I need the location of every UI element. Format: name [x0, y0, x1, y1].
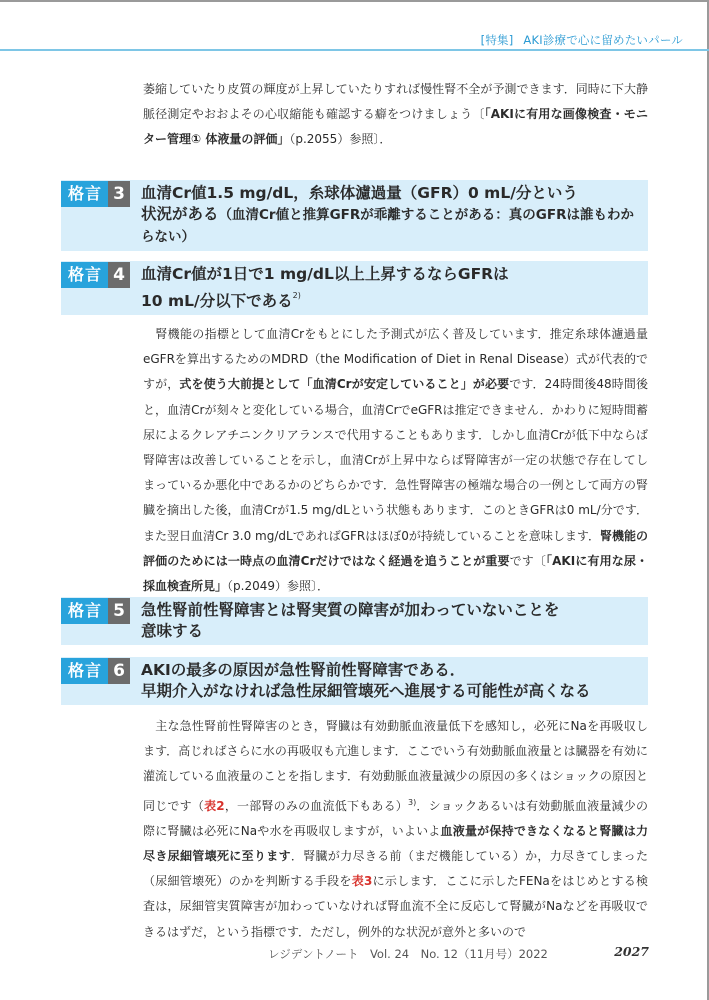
- maxim-heading: [141, 597, 648, 645]
- intro-text-1: 萎縮していたり皮質の輝度が上昇していたりすれば慢性腎不全が予測できます．同時に下大静脈径測定やおおよその心収縮能も確認する癖をつけましょう〔: [143, 82, 648, 122]
- maxim-reference[interactable]: 2): [292, 291, 301, 300]
- maxim-heading: [141, 180, 648, 251]
- maxim-heading-line2: 意味する: [141, 622, 204, 640]
- p4-text-4: （p.2049）参照〕．: [227, 579, 329, 594]
- maxim-5: [61, 597, 648, 645]
- table-2-link[interactable]: 表2: [204, 798, 225, 813]
- maxim-heading-line1: 血清Cr値が1日で1 mg/dL以上上昇するならGFRは: [141, 265, 509, 283]
- header-title: AKI診療で心に留めたいパール: [523, 33, 683, 47]
- maxim-badge: [61, 262, 130, 288]
- maxim-number: 4: [108, 262, 130, 288]
- maxim-label: 格言: [61, 598, 108, 624]
- intro-cross-reference[interactable]: 「AKIに有用な画像検査・モニター管理① 体液量の評価」: [143, 107, 648, 147]
- maxim-badge: [61, 181, 130, 207]
- page-frame-top: [0, 0, 709, 2]
- maxim-label: 格言: [61, 181, 108, 207]
- p6-text-3: ．ショックあるいは有効動脈血液量減少の際に腎臓は必死にNaや水を再吸収しますが，いよいよ: [143, 798, 648, 838]
- p6-text-5: に示します．ここに示したFENaをはじめとする検査は，尿細管実質障害が加わっていなければ腎血流不全に反応して腎臓がNaなどを再吸収できるはずだ，という指標です．ただし，例外的な状況が意外と多いので: [143, 874, 648, 939]
- maxim-4: [61, 261, 648, 315]
- maxim-3: [61, 180, 648, 251]
- table-3-link[interactable]: 表3: [351, 874, 373, 889]
- maxim-heading-line2: 状況がある: [141, 205, 219, 223]
- intro-paragraph: [143, 77, 648, 153]
- p4-text-2: です．24時間後48時間後と，血清Crが刻々と変化している場合，血清CrでeGFRは推定できません．かわりに短時間蓄尿によるクレアチニンクリアランスで代用することもあります．しかし血清Crが低下中ならば腎障害は改善していることを示し，血清Crが上昇中ならば腎障害が一定の状態で存在してしまっているか悪化中であるかのどちらかです．急性腎障害の極端な場合の一例として両方の腎臓を摘出した後，血清Crが1.5 mg/dLという状態もあります．このときGFRは0 mL/分です．また翌日血清Cr 3.0 mg/dLであればGFRはほぼ0が持続していることを意味します．: [143, 377, 648, 543]
- maxim-heading-sub: （血清Cr値と推算GFRが乖離することがある：真のGFRは誰もわからない）: [141, 207, 634, 245]
- p6-text-4: ．腎臓が力尽きる前（まだ機能している）か，力尽きてしまった（尿細管壊死）のかを判断する手段を: [143, 849, 648, 889]
- p6-bold-1: 血液量が保持できなくなると腎臓は力尽き尿細管壊死に至ります: [143, 823, 648, 864]
- header-rule: [0, 49, 709, 51]
- maxim-badge: [61, 598, 130, 624]
- maxim-heading-line1: 急性腎前性腎障害とは腎実質の障害が加わっていないことを: [141, 601, 560, 619]
- maxim-heading-line2: 10 mL/分以下である: [141, 292, 293, 310]
- p4-bold-1: 式を使う大前提として「血清Crが安定していること」が必要: [179, 377, 510, 392]
- maxim-heading: [141, 657, 648, 705]
- maxim-heading-line1: 血清Cr値1.5 mg/dL，糸球体濾過量（GFR）0 mL/分という: [141, 184, 578, 202]
- maxim-label: 格言: [61, 658, 108, 684]
- p6-reference[interactable]: 3): [408, 797, 417, 807]
- maxim-number: 6: [108, 658, 130, 684]
- maxim-4-paragraph: [143, 322, 648, 599]
- p6-text-1: 主な急性腎前性腎障害のとき，腎臓は有効動脈血液量低下を感知し，必死にNaを再吸収します．高じればさらに水の再吸収も亢進します．ここでいう有効動脈血液量とは臓器を有効に灌流している血液量のことを指します．有効動脈血液量減少の原因の多くはショックの原因と同じです（: [143, 719, 648, 813]
- maxim-badge: [61, 658, 130, 684]
- p4-bold-2: 腎機能の評価のためには一時点の血清Crだけではなく経過を追うことが重要: [143, 528, 648, 568]
- maxim-heading: [141, 261, 648, 315]
- running-header: [481, 32, 683, 48]
- p4-text-1: 腎機能の指標として血清Crをもとにした予測式が広く普及しています．推定糸球体濾過量eGFRを算出するためのMDRD（the Modification of Diet in Renal Disease）式が代表的ですが，: [143, 327, 648, 392]
- p6-text-2: ，一部腎のみの血流低下もある）: [224, 798, 408, 813]
- p4-text-3: です〔: [509, 553, 547, 568]
- header-tag: [特集]: [480, 33, 514, 47]
- page-number: 2027: [614, 944, 649, 959]
- maxim-number: 3: [108, 181, 130, 207]
- maxim-number: 5: [108, 598, 130, 624]
- maxim-heading-line1: AKIの最多の原因が急性腎前性腎障害である．: [141, 661, 466, 679]
- journal-footer: レジデントノート Vol. 24 No. 12（11月号）2022: [268, 947, 548, 961]
- maxim-6: [61, 657, 648, 705]
- maxim-label: 格言: [61, 262, 108, 288]
- maxim-6-paragraph: [143, 714, 648, 945]
- p4-cross-reference[interactable]: 「AKIに有用な尿・採血検査所見」: [143, 553, 648, 594]
- intro-text-2: （p.2055）参照〕．: [289, 132, 392, 147]
- maxim-heading-line2: 早期介入がなければ急性尿細管壊死へ進展する可能性が高くなる: [141, 682, 591, 700]
